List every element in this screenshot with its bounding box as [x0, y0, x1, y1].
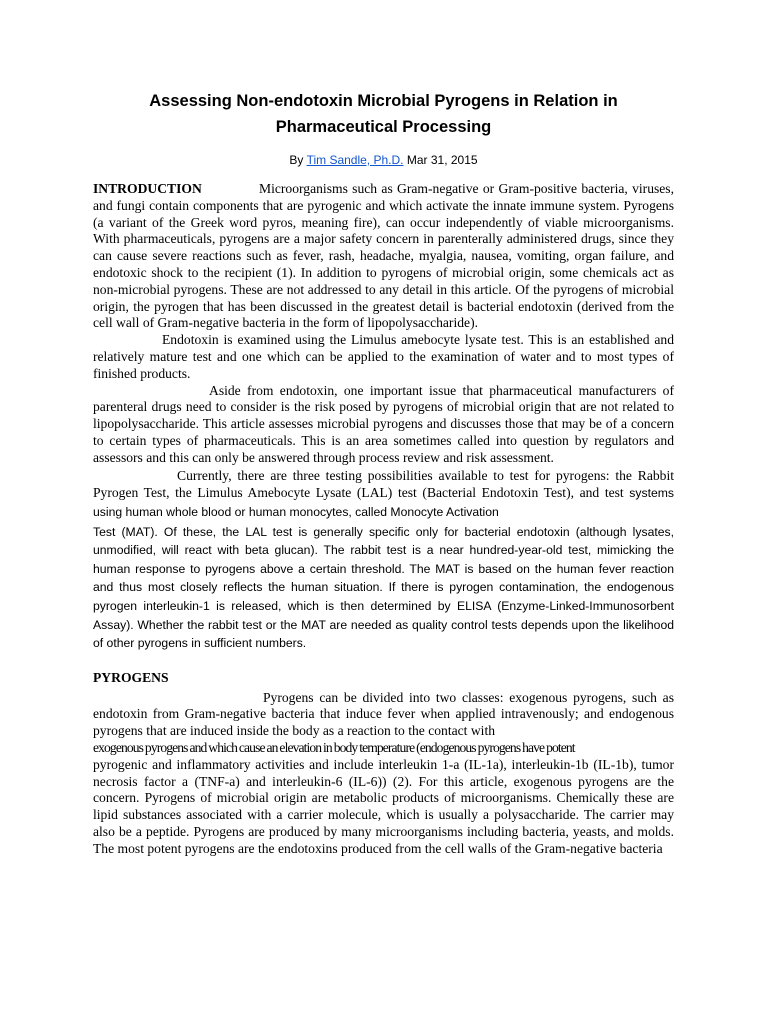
- pyrogens-heading: PYROGENS: [93, 669, 169, 685]
- byline: [93, 152, 674, 168]
- article-page: [93, 84, 674, 858]
- intro-paragraph-4: [93, 468, 674, 522]
- pyrogens-paragraph-1c: pyrogenic and inflammatory activities and include interleukin 1-a (IL-1a), interleukin-1b (IL-1b), tumor necrosis factor a (TNF-a) and interleukin-6 (IL-6)) (2). For this article, exogenous pyrogens are the concern. Pyrogens of microbial origin are metabolic products of microorganisms. Chemically these are lipid substances associated with a carrier molecule, which is usually a polysaccharide. The carrier may also be a peptide. Pyrogens are produced by many microorganisms including bacteria, yeasts, and molds. The most potent pyrogens are the endotoxins produced from the cell walls of the Gram-negative bacteria: [93, 756, 674, 856]
- introduction-heading: INTRODUCTION: [93, 181, 202, 196]
- intro-paragraph-2: Endotoxin is examined using the Limulus amebocyte lysate test. This is an established and relatively mature test and one which can be applied to the examination of water and to most types of finished products.: [93, 332, 674, 381]
- publish-date: Mar 31, 2015: [406, 153, 478, 167]
- intro-paragraph-4-continued: Test (MAT). Of these, the LAL test is generally specific only for bacterial endotoxin (although lysates, unmodified, will react with beta glucan). The rabbit test is a near hundred-year-old test, mimicking the human response to pyrogens above a certain threshold. The MAT is based on the human fever reaction and thus most closely reflects the human situation. If there is pyrogen contamination, the endogenous pyrogen interleukin-1 is released, which is then determined by ELISA (Enzyme-Linked-Immunosorbent Assay). Whether the rabbit test or the MAT are needed as quality control tests depends upon the likelihood of other pyrogens in sufficient numbers.: [93, 524, 674, 651]
- intro-paragraph-3: Aside from endotoxin, one important issue that pharmaceutical manufacturers of parenteral drugs need to consider is the risk posed by pyrogens of microbial origin that are not related to lipopolysaccharide. This article assesses microbial pyrogens and discusses those that may be of a concern to certain types of pharmaceuticals. This is an area sometimes called into question by regulators and assessors and this can only be answered through process review and risk assessment.: [93, 382, 674, 465]
- intro-paragraph-4-sans-start: systems using human whole blood or human monocytes, called Monocyte Activation: [93, 486, 675, 519]
- author-link[interactable]: Tim Sandle, Ph.D.: [306, 153, 404, 167]
- pyrogens-paragraph-1b: exogenous pyrogens and which cause an elevation in body temperature (endogenous pyrogens have potent: [93, 740, 575, 756]
- pyrogens-paragraph-1a: Pyrogens can be divided into two classes: exogenous pyrogens, such as endotoxin from Gram-negative bacteria that induce fever when applied intravenously; and endogenous pyrogens that are induced inside the body as a reaction to the contact with: [93, 689, 674, 739]
- byline-prefix: By: [289, 153, 304, 167]
- intro-paragraph-4-serif-text: Currently, there are three testing possibilities available to test for pyrogens: the Rabbit Pyrogen Test, the Limulus Amebocyte Lysate (LAL) test (Bacterial Endotoxin Test), and test: [93, 467, 674, 501]
- article-title: Assessing Non-endotoxin Microbial Pyrogens in Relation in Pharmaceutical Processing: [149, 92, 618, 136]
- intro-paragraph-1: Microorganisms such as Gram-negative or Gram-positive bacteria, viruses, and fungi contain components that are pyrogenic and which activate the innate immune system. Pyrogens (a variant of the Greek word pyros, meaning fire), can occur independently of viable microorganisms. With pharmaceuticals, pyrogens are a major safety concern in parenterally administered drugs, since they can cause severe reactions such as fever, rash, headache, myalgia, nausea, vomiting, organ failure, and endotoxic shock to the recipient (1). In addition to pyrogens of microbial origin, some chemicals act as non-microbial pyrogens. These are not addressed to any detail in this article. Of the pyrogens of microbial origin, the pyrogen that has been discussed in the greatest detail is bacterial endotoxin (derived from the cell wall of Gram-negative bacteria in the form of lipopolysaccharide).: [93, 181, 674, 331]
